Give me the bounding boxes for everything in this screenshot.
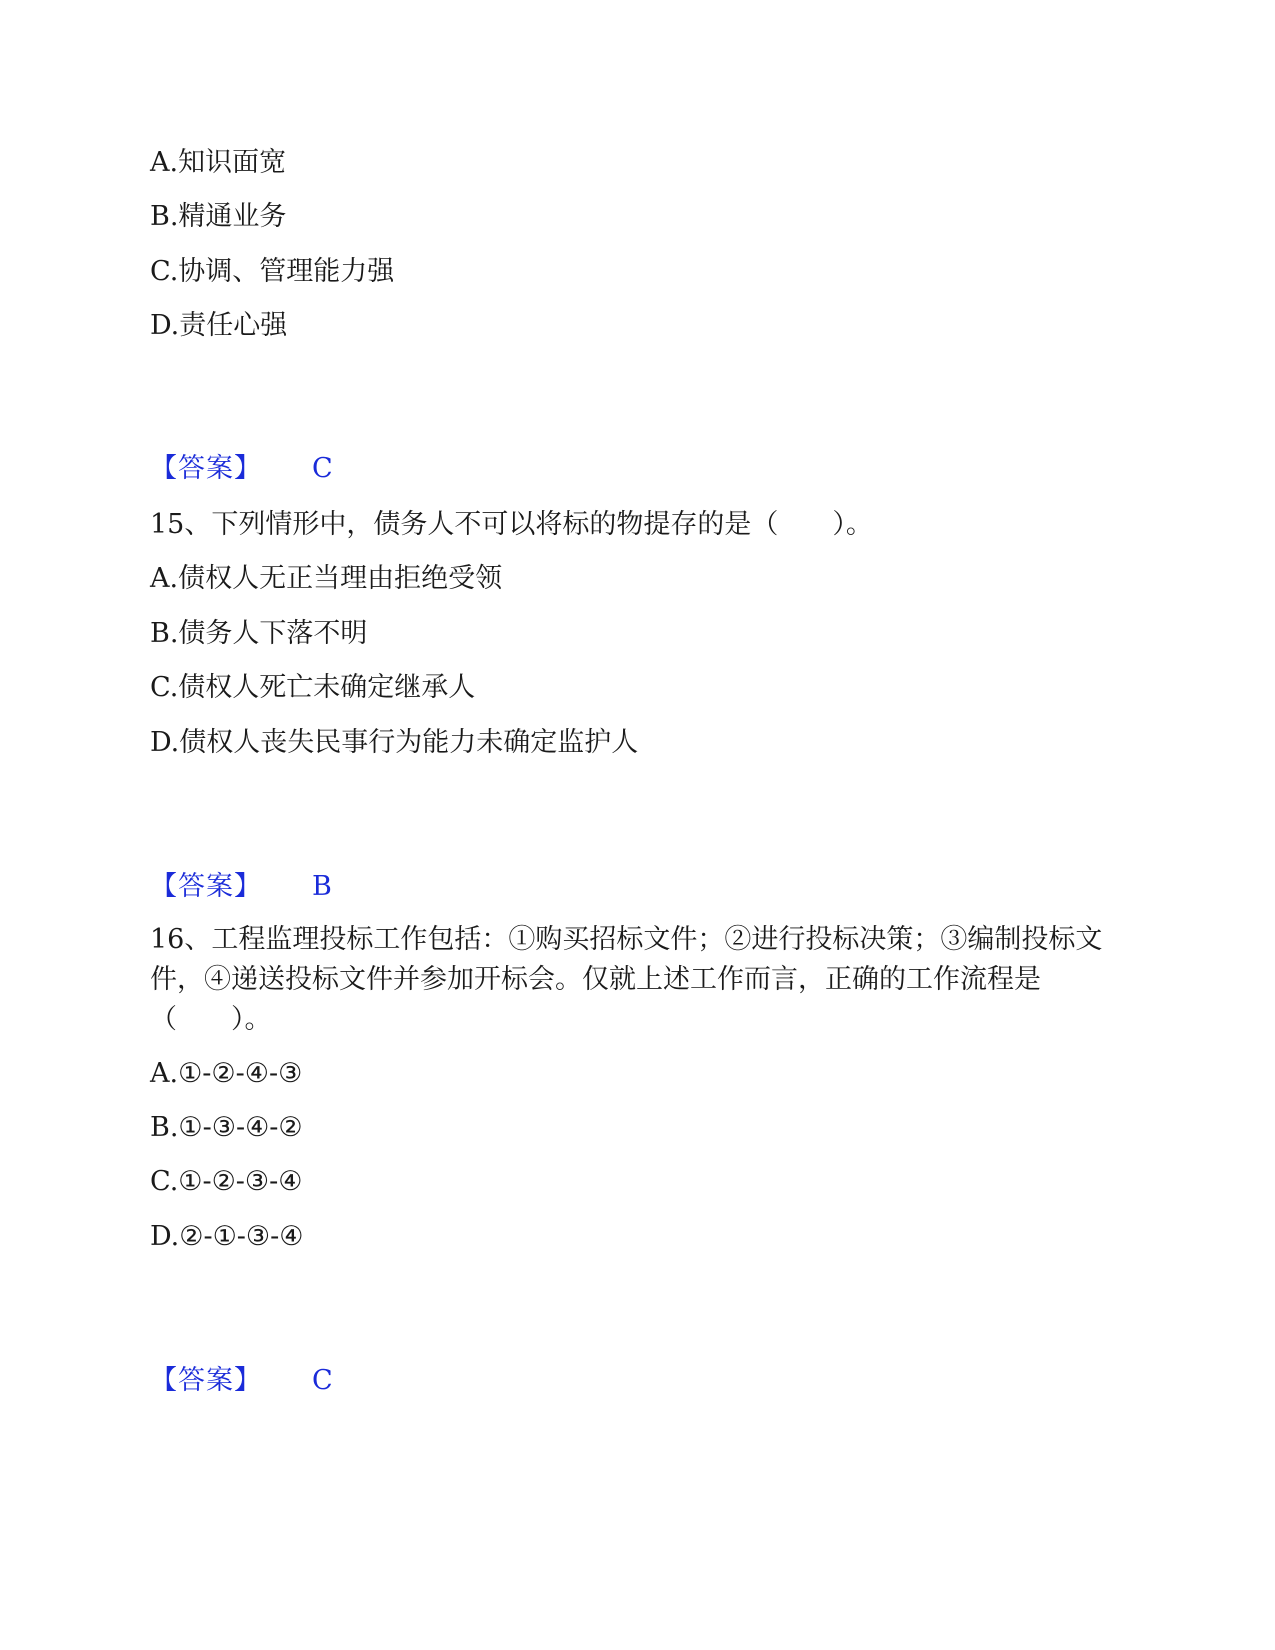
answer-label: 【答案】: [150, 453, 262, 484]
q16-option-b: B.①-③-④-②: [150, 1112, 303, 1143]
q16-answer: [150, 1364, 333, 1398]
answer-value: C: [312, 1365, 333, 1396]
q15-answer: [150, 870, 332, 904]
q15-option-a: A.债权人无正当理由拒绝受领: [150, 563, 503, 594]
q16-option-a: A.①-②-④-③: [150, 1058, 303, 1089]
answer-label: 【答案】: [150, 1365, 262, 1396]
q15-question: 15、下列情形中，债务人不可以将标的物提存的是（ ）。: [150, 509, 873, 540]
answer-value: B: [312, 871, 332, 902]
q15-option-c: C.债权人死亡未确定继承人: [150, 672, 476, 703]
q14-answer: [150, 452, 333, 486]
q16-option-d: D.②-①-③-④: [150, 1221, 304, 1252]
q14-option-a: A.知识面宽: [150, 147, 287, 178]
q15-option-b: B.债务人下落不明: [150, 618, 368, 649]
answer-label: 【答案】: [150, 871, 262, 902]
q14-option-d: D.责任心强: [150, 310, 288, 341]
q15-option-d: D.债权人丧失民事行为能力未确定监护人: [150, 727, 639, 758]
answer-value: C: [312, 453, 333, 484]
q16-option-c: C.①-②-③-④: [150, 1166, 303, 1197]
q16-question: 16、工程监理投标工作包括：①购买招标文件；②进行投标决策；③编制投标文件，④递送投标文件并参加开标会。仅就上述工作而言，正确的工作流程是（ ）。: [150, 924, 1103, 1035]
q14-option-c: C.协调、管理能力强: [150, 256, 395, 287]
q14-option-b: B.精通业务: [150, 201, 287, 232]
